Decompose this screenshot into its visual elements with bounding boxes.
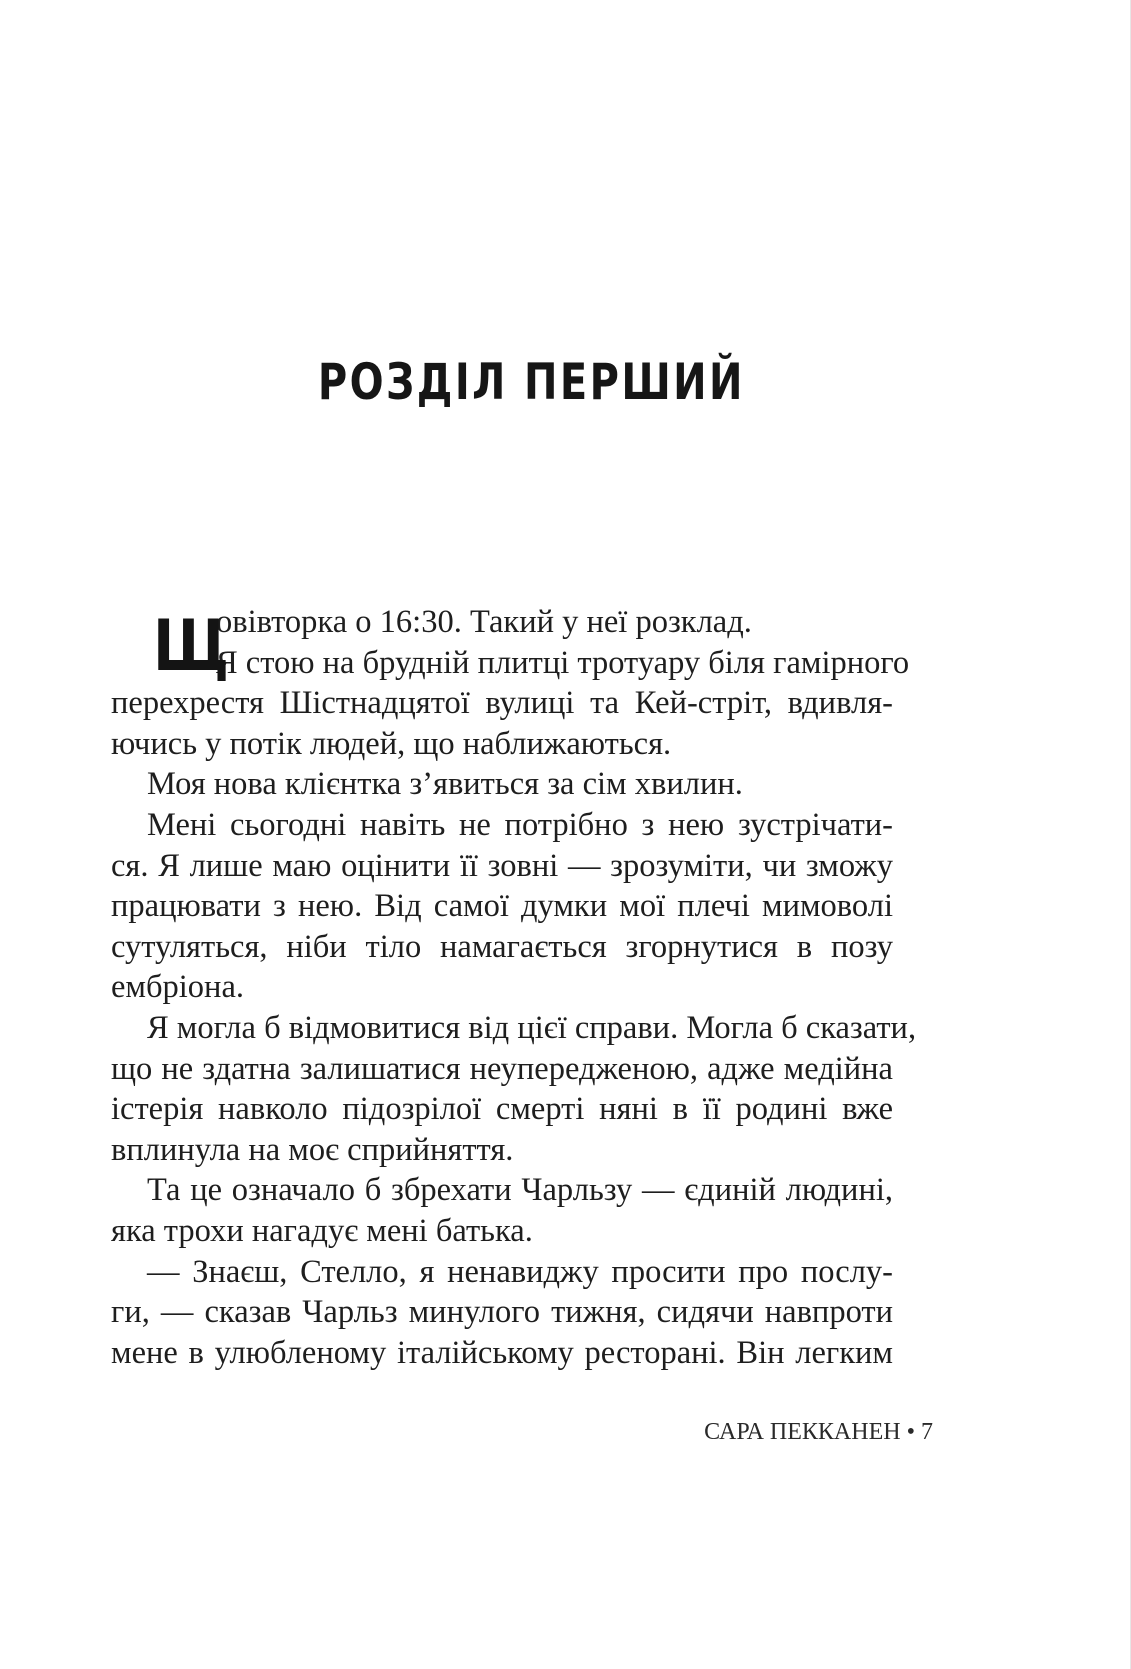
text-line: Моя нова клієнтка з’явиться за сім хвилин.	[147, 766, 743, 803]
chapter-title: РОЗДІЛ ПЕРШИЙ	[317, 353, 745, 411]
text-line: Та це означало б збрехати Чарльзу — єдиній людині,	[147, 1172, 893, 1209]
text-line: Я могла б відмовитися від цієї справи. Могла б сказати,	[147, 1009, 917, 1046]
text-line: ючись у потік людей, що наближаються.	[111, 725, 672, 762]
text-line: Я стою на брудній плитці тротуару біля гамірного	[216, 644, 910, 681]
text-line: вплинула на моє сприйняття.	[111, 1131, 514, 1168]
text-line: Мені сьогодні навіть не потрібно з нею зустрічати-	[147, 806, 893, 843]
text-line: ги, — сказав Чарльз минулого тижня, сидячи навпроти	[111, 1294, 893, 1331]
text-line: працювати з нею. Від самої думки мої плечі мимоволі	[111, 888, 893, 925]
text-line: ся. Я лише маю оцінити її зовні — зрозуміти, чи зможу	[111, 847, 893, 884]
chapter-body	[111, 602, 917, 1373]
text-line: яка трохи нагадує мені батька.	[111, 1212, 533, 1249]
running-footer: САРА ПЕККАНЕН • 7	[704, 1419, 933, 1445]
text-line: перехрестя Шістнадцятої вулиці та Кей-стріт, вдивля-	[111, 685, 893, 722]
text-line: — Знаєш, Стелло, я ненавиджу просити про послу-	[147, 1253, 893, 1290]
drop-cap: Щ	[153, 605, 230, 687]
text-line: овівторка о 16:30. Такий у неї розклад.	[216, 604, 752, 640]
text-line: істерія навколо підозрілої смерті няні в її родині вже	[111, 1091, 893, 1128]
text-line: мене в улюбленому італійському ресторані. Він легким	[111, 1334, 893, 1371]
text-line: ембріона.	[111, 969, 244, 1006]
text-line: що не здатна залишатися неупередженою, адже медійна	[111, 1050, 893, 1087]
text-line: сутуляться, ніби тіло намагається згорнутися в позу	[111, 928, 893, 965]
